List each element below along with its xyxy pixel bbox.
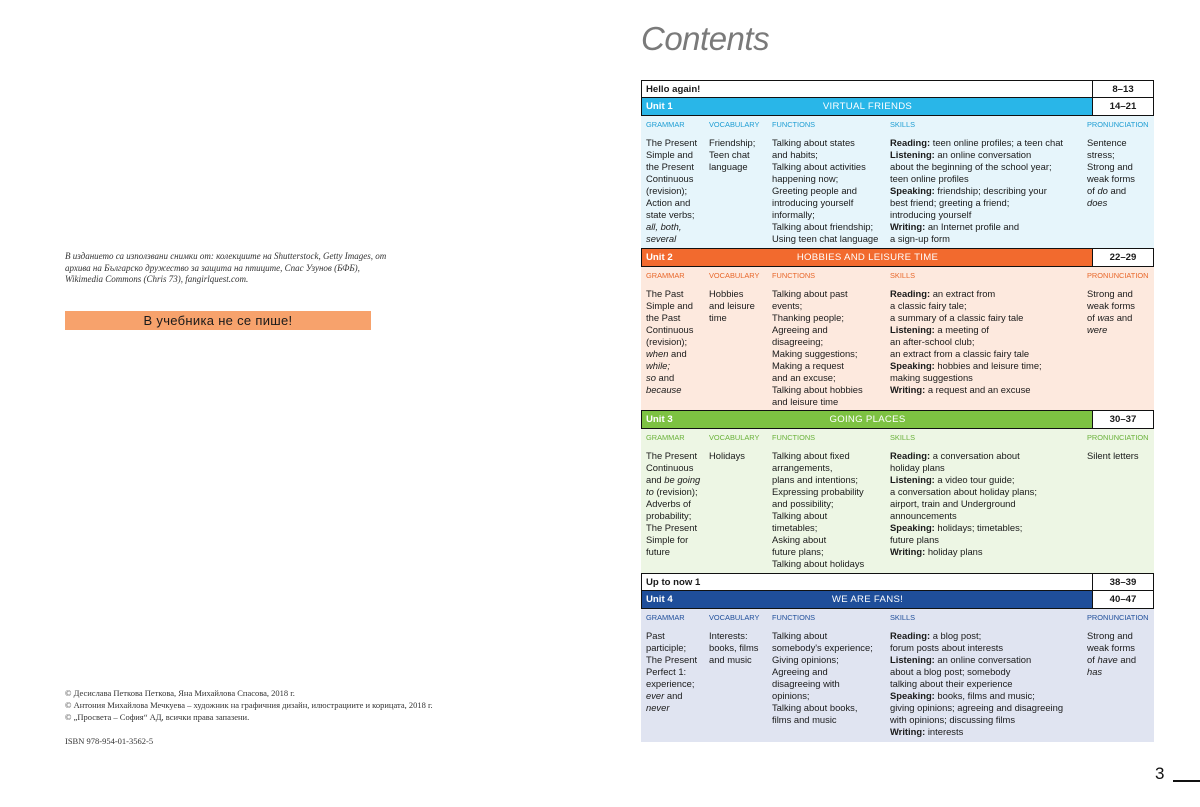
skill-text: talking about their experience	[890, 678, 1013, 689]
grammar-line: the Present	[646, 161, 694, 172]
grammar-line: (revision);	[646, 185, 688, 196]
functions-cell	[772, 630, 890, 738]
skill-text: making suggestions	[890, 371, 973, 383]
skills-line	[890, 221, 1087, 233]
functions-line: Talking about holidays	[772, 558, 865, 569]
vocabulary-line: Friendship;	[709, 137, 756, 148]
skills-line	[890, 474, 1087, 486]
unit-pages: 30–37	[1092, 411, 1153, 428]
column-header-pronunciation: PRONUNCIATION	[1087, 613, 1149, 622]
pronunciation-line: weak forms	[1087, 173, 1135, 184]
skill-text: friendship; describing your	[934, 185, 1047, 196]
functions-line: Making suggestions;	[772, 347, 858, 359]
pronunciation-line: weak forms	[1087, 299, 1135, 311]
skill-text: a blog post;	[930, 630, 982, 641]
skill-text: an online conversation	[934, 149, 1032, 160]
skill-text: holidays; timetables;	[934, 522, 1023, 533]
grammar-cell	[641, 288, 709, 408]
vocabulary-cell	[709, 137, 772, 245]
unit-body	[641, 284, 1154, 412]
skill-text: forum posts about interests	[890, 642, 1004, 653]
functions-line: disagreeing;	[772, 335, 824, 347]
skills-line	[890, 522, 1087, 534]
skill-text: with opinions; discussing films	[890, 714, 1016, 725]
column-header-skills: SKILLS	[890, 120, 916, 129]
hello-again-row[interactable]	[641, 80, 1154, 99]
pronunciation-line: does	[1087, 197, 1108, 208]
unit-theme: WE ARE FANS!	[831, 594, 904, 605]
skills-line	[890, 534, 1087, 546]
skills-line	[890, 666, 1087, 678]
skill-text: a summary of a classic fairy tale	[890, 311, 1024, 323]
skills-line	[890, 702, 1087, 714]
grammar-line: Perfect 1:	[646, 666, 687, 677]
column-header-functions: FUNCTIONS	[772, 613, 816, 622]
unit-pages: 22–29	[1092, 249, 1153, 266]
skill-text: a conversation about	[930, 450, 1020, 461]
photo-credits: В изданието са използвани снимки от: колекциите на Shutterstock, Getty Images, от архива на Българско дружество за защита на птиците, Спас Узунов (БФБ), Wikimedia Commons (Chris 73), fangirlquest.com.	[65, 251, 387, 284]
grammar-line: Simple and	[646, 299, 693, 311]
column-header-skills: SKILLS	[890, 270, 916, 280]
copyright-line: © Антония Михайлова Мечкуева – художник на графичния дизайн, илюстрациите и корицата, 2018 г.	[65, 700, 433, 710]
skills-line	[890, 161, 1087, 173]
pronunciation-cell	[1087, 450, 1154, 570]
copyright-block	[65, 687, 485, 747]
skill-label: Writing:	[890, 726, 926, 737]
unit-pages: 40–47	[1092, 591, 1153, 608]
functions-line: arrangements,	[772, 462, 833, 473]
skill-text: a meeting of	[934, 323, 989, 335]
column-headers	[641, 267, 1154, 284]
vocabulary-cell	[709, 630, 772, 738]
skills-line	[890, 324, 1087, 336]
skill-label: Reading:	[890, 450, 931, 461]
skill-text: hobbies and leisure time;	[934, 359, 1042, 371]
pronunciation-line: stress;	[1087, 149, 1115, 160]
skills-line	[890, 510, 1087, 522]
skills-cell	[890, 288, 1087, 408]
up-to-now-row[interactable]	[641, 573, 1154, 592]
functions-line: future plans;	[772, 546, 824, 557]
skills-line	[890, 450, 1087, 462]
skill-text: a conversation about holiday plans;	[890, 486, 1037, 497]
skills-line	[890, 498, 1087, 510]
column-header-vocabulary: VOCABULARY	[709, 613, 760, 622]
skill-text: holiday plans	[925, 546, 983, 557]
skills-line	[890, 678, 1087, 690]
skill-text: books, films and music;	[934, 690, 1035, 701]
grammar-line: Past	[646, 630, 665, 641]
pronunciation-line: has	[1087, 666, 1103, 677]
skills-line	[890, 714, 1087, 726]
column-headers	[641, 609, 1154, 626]
row-name: Up to now 1	[646, 576, 701, 588]
functions-line: plans and intentions;	[772, 474, 859, 485]
column-header-vocabulary: VOCABULARY	[709, 270, 760, 280]
functions-line: timetables;	[772, 522, 818, 533]
unit-body	[641, 133, 1154, 249]
vocabulary-line: Teen chat	[709, 149, 750, 160]
grammar-line: Continuous	[646, 323, 694, 335]
unit-name: Unit 2	[646, 251, 673, 263]
skill-label: Listening:	[890, 654, 935, 665]
unit-header-row[interactable]	[641, 590, 1154, 609]
column-header-vocabulary: VOCABULARY	[709, 120, 760, 129]
skills-line	[890, 372, 1087, 384]
skills-line	[890, 360, 1087, 372]
pronunciation-line: Sentence	[1087, 137, 1127, 148]
unit-theme: HOBBIES AND LEISURE TIME	[796, 251, 939, 263]
column-headers	[641, 116, 1154, 133]
grammar-line: so and	[646, 371, 675, 383]
grammar-line: The Present	[646, 137, 698, 148]
skills-line	[890, 642, 1087, 654]
no-write-banner: В учебника не се пише!	[65, 311, 371, 330]
grammar-line: The Present	[646, 450, 698, 461]
functions-line: Talking about fixed	[772, 450, 850, 461]
grammar-line: Continuous	[646, 173, 694, 184]
skill-text: teen online profiles; a teen chat	[930, 137, 1064, 148]
pronunciation-line: Strong and	[1087, 287, 1133, 299]
skill-text: a classic fairy tale;	[890, 299, 967, 311]
vocabulary-cell	[709, 450, 772, 570]
functions-line: Expressing probability	[772, 486, 864, 497]
column-header-pronunciation: PRONUNCIATION	[1087, 270, 1149, 280]
grammar-line: Simple for	[646, 534, 689, 545]
grammar-line: The Present	[646, 654, 698, 665]
skill-text: an extract from a classic fairy tale	[890, 347, 1030, 359]
grammar-cell	[641, 450, 709, 570]
skill-text: about a blog post; somebody	[890, 666, 1011, 677]
functions-line: disagreeing with	[772, 678, 840, 689]
skills-line	[890, 690, 1087, 702]
functions-line: Talking about friendship;	[772, 221, 874, 232]
unit-header-row[interactable]	[641, 410, 1154, 429]
column-header-functions: FUNCTIONS	[772, 120, 816, 129]
skills-line	[890, 348, 1087, 360]
grammar-line: and be going	[646, 474, 701, 485]
skill-text: an online conversation	[934, 654, 1032, 665]
skill-text: a sign-up form	[890, 233, 950, 244]
column-header-skills: SKILLS	[890, 433, 916, 442]
functions-line: Thanking people;	[772, 311, 844, 323]
grammar-line: when and	[646, 347, 687, 359]
skill-label: Listening:	[890, 323, 935, 335]
skill-label: Reading:	[890, 137, 931, 148]
grammar-line: several	[646, 233, 677, 244]
pronunciation-line: Strong and	[1087, 630, 1133, 641]
skill-text: a request and an excuse	[925, 383, 1031, 395]
skills-cell	[890, 630, 1087, 738]
skills-line	[890, 209, 1087, 221]
functions-line: happening now;	[772, 173, 839, 184]
vocabulary-line: language	[709, 161, 748, 172]
skill-text: interests	[925, 726, 964, 737]
functions-line: events;	[772, 299, 803, 311]
column-header-grammar: GRAMMAR	[646, 613, 685, 622]
grammar-line: (revision);	[646, 335, 688, 347]
isbn: ISBN 978-954-01-3562-5	[65, 736, 154, 746]
skill-text: an extract from	[930, 287, 996, 299]
skills-line	[890, 546, 1087, 558]
column-header-grammar: GRAMMAR	[646, 433, 685, 442]
column-header-functions: FUNCTIONS	[772, 433, 816, 442]
pronunciation-line: were	[1087, 323, 1108, 335]
vocabulary-line: books, films	[709, 642, 759, 653]
unit-body	[641, 446, 1154, 574]
unit-theme: GOING PLACES	[829, 414, 906, 425]
grammar-line: The Present	[646, 522, 698, 533]
contents-table	[641, 81, 1154, 742]
skills-line	[890, 288, 1087, 300]
unit-body	[641, 626, 1154, 742]
column-header-pronunciation: PRONUNCIATION	[1087, 120, 1149, 129]
column-header-pronunciation: PRONUNCIATION	[1087, 433, 1149, 442]
vocabulary-line: and leisure	[709, 299, 755, 311]
grammar-line: Simple and	[646, 149, 693, 160]
skill-label: Speaking:	[890, 185, 935, 196]
pronunciation-line: of have and	[1087, 654, 1137, 665]
skills-line	[890, 185, 1087, 197]
skill-text: airport, train and Underground	[890, 498, 1016, 509]
skills-line	[890, 233, 1087, 245]
skill-text: about the beginning of the school year;	[890, 161, 1052, 172]
unit-name: Unit 1	[646, 101, 673, 112]
pronunciation-cell	[1087, 288, 1154, 408]
pronunciation-line: Silent letters	[1087, 450, 1139, 461]
skills-line	[890, 312, 1087, 324]
functions-line: Talking about states	[772, 137, 855, 148]
grammar-line: participle;	[646, 642, 687, 653]
skill-label: Speaking:	[890, 359, 935, 371]
skills-line	[890, 173, 1087, 185]
functions-line: somebody's experience;	[772, 642, 873, 653]
skill-text: a video tour guide;	[934, 474, 1015, 485]
page-title: Contents	[641, 20, 770, 57]
pronunciation-line: of do and	[1087, 185, 1127, 196]
functions-line: and habits;	[772, 149, 818, 160]
skills-line	[890, 654, 1087, 666]
skill-text: teen online profiles	[890, 173, 969, 184]
functions-cell	[772, 137, 890, 245]
skill-text: an Internet profile and	[925, 221, 1020, 232]
grammar-line: the Past	[646, 311, 681, 323]
functions-line: Asking about	[772, 534, 827, 545]
skill-text: best friend; greeting a friend;	[890, 197, 1010, 208]
unit-header-row[interactable]	[641, 97, 1154, 116]
vocabulary-line: and music	[709, 654, 752, 665]
functions-cell	[772, 450, 890, 570]
skill-text: introducing yourself	[890, 209, 972, 220]
unit-header-row[interactable]	[641, 248, 1154, 267]
column-header-functions: FUNCTIONS	[772, 270, 816, 280]
vocabulary-cell	[709, 288, 772, 408]
functions-line: and an excuse;	[772, 371, 836, 383]
skills-line	[890, 137, 1087, 149]
unit-theme: VIRTUAL FRIENDS	[822, 101, 913, 112]
skills-line	[890, 630, 1087, 642]
column-header-vocabulary: VOCABULARY	[709, 433, 760, 442]
functions-line: Greeting people and	[772, 185, 857, 196]
functions-line: films and music	[772, 714, 837, 725]
grammar-line: to (revision);	[646, 486, 698, 497]
skills-line	[890, 336, 1087, 348]
grammar-line: all, both,	[646, 221, 682, 232]
skill-label: Reading:	[890, 287, 931, 299]
grammar-line: Action and	[646, 197, 691, 208]
page-number-rule	[1173, 780, 1200, 782]
grammar-line: future	[646, 546, 670, 557]
row-pages: 38–39	[1092, 574, 1153, 591]
skill-label: Writing:	[890, 383, 926, 395]
column-header-skills: SKILLS	[890, 613, 916, 622]
functions-line: informally;	[772, 209, 815, 220]
row-name: Hello again!	[646, 83, 701, 95]
functions-line: Talking about activities	[772, 161, 866, 172]
skill-label: Reading:	[890, 630, 931, 641]
pronunciation-line: of was and	[1087, 311, 1133, 323]
skill-label: Listening:	[890, 474, 935, 485]
grammar-line: Adverbs of	[646, 498, 691, 509]
grammar-line: ever and	[646, 690, 683, 701]
functions-line: Talking about	[772, 630, 828, 641]
grammar-line: never	[646, 702, 670, 713]
grammar-cell	[641, 137, 709, 245]
pronunciation-line: Strong and	[1087, 161, 1133, 172]
skill-label: Speaking:	[890, 690, 935, 701]
grammar-line: state verbs;	[646, 209, 695, 220]
vocabulary-line: Interests:	[709, 630, 748, 641]
skills-line	[890, 486, 1087, 498]
functions-line: Making a request	[772, 359, 844, 371]
unit-name: Unit 4	[646, 594, 673, 605]
functions-line: and leisure time	[772, 395, 839, 407]
column-header-grammar: GRAMMAR	[646, 120, 685, 129]
skills-cell	[890, 137, 1087, 245]
skill-label: Writing:	[890, 221, 926, 232]
functions-line: Agreeing and	[772, 323, 828, 335]
functions-line: Talking about past	[772, 287, 848, 299]
grammar-line: probability;	[646, 510, 692, 521]
functions-line: opinions;	[772, 690, 810, 701]
column-header-grammar: GRAMMAR	[646, 270, 685, 280]
skills-line	[890, 197, 1087, 209]
functions-line: and possibility;	[772, 498, 834, 509]
page-number: 3	[1155, 764, 1165, 783]
grammar-line: while;	[646, 359, 670, 371]
pronunciation-cell	[1087, 137, 1154, 245]
skills-line	[890, 726, 1087, 738]
copyright-line: © Десислава Петкова Петкова, Яна Михайлова Спасова, 2018 г.	[65, 688, 295, 698]
skills-cell	[890, 450, 1087, 570]
grammar-line: because	[646, 383, 682, 395]
skills-line	[890, 384, 1087, 396]
column-headers	[641, 429, 1154, 446]
row-pages: 8–13	[1092, 81, 1153, 98]
copyright-line: © „Просвета – София“ АД, всички права запазени.	[65, 712, 250, 722]
grammar-line: Continuous	[646, 462, 694, 473]
functions-cell	[772, 288, 890, 408]
skill-text: an after-school club;	[890, 335, 975, 347]
functions-line: Giving opinions;	[772, 654, 839, 665]
vocabulary-line: Hobbies	[709, 287, 744, 299]
functions-line: Talking about books,	[772, 702, 858, 713]
grammar-line: The Past	[646, 287, 684, 299]
skill-label: Listening:	[890, 149, 935, 160]
grammar-cell	[641, 630, 709, 738]
functions-line: Talking about hobbies	[772, 383, 863, 395]
vocabulary-line: time	[709, 311, 727, 323]
functions-line: Agreeing and	[772, 666, 828, 677]
skill-label: Speaking:	[890, 522, 935, 533]
functions-line: Talking about	[772, 510, 828, 521]
grammar-line: experience;	[646, 678, 695, 689]
skill-text: announcements	[890, 510, 957, 521]
skill-text: holiday plans	[890, 462, 945, 473]
functions-line: introducing yourself	[772, 197, 854, 208]
skills-line	[890, 300, 1087, 312]
unit-pages: 14–21	[1092, 98, 1153, 115]
vocabulary-line: Holidays	[709, 450, 745, 461]
unit-name: Unit 3	[646, 414, 673, 425]
pronunciation-cell	[1087, 630, 1154, 738]
functions-line: Using teen chat language	[772, 233, 879, 244]
skill-text: giving opinions; agreeing and disagreeing	[890, 702, 1064, 713]
skills-line	[890, 149, 1087, 161]
skill-text: future plans	[890, 534, 939, 545]
skills-line	[890, 462, 1087, 474]
pronunciation-line: weak forms	[1087, 642, 1135, 653]
skill-label: Writing:	[890, 546, 926, 557]
